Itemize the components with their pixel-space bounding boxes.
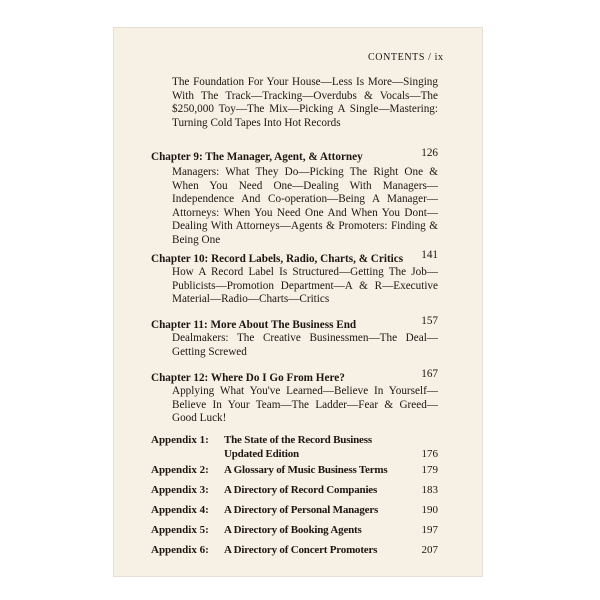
appendix-page: 207 <box>421 544 438 556</box>
appendix-page: 190 <box>421 504 438 516</box>
appendix-title: A Directory of Record Companies <box>224 484 378 496</box>
chapter-10-desc: How A Record Label Is Structured—Getting The Job—Publicists—Promotion Department—A & R—Executive Material—Radio—Charts—Critics <box>172 266 438 306</box>
chapter-9-desc: Managers: What They Do—Picking The Right One & When You Need One—Dealing With Managers—Independence And Co-operation—Being A Manager—Attorneys: When You Need One And When You Dont—Dealing With Attorneys—Agents & Promoters: Finding & Being One <box>172 166 438 246</box>
appendix-page: 197 <box>421 524 438 536</box>
appendix-label: Appendix 3: <box>151 484 209 496</box>
intro-text: The Foundation For Your House—Less Is More—Singing With The Track—Tracking—Overdubs & Vocals—The $250,000 Toy—The Mix—Picking A Single—Mastering: Turning Cold Tapes Into Hot Records <box>172 76 438 129</box>
appendix-row-continued <box>151 448 438 462</box>
running-head: CONTENTS / ix <box>368 52 444 63</box>
appendix-row <box>151 484 438 498</box>
appendix-page: 179 <box>421 464 438 476</box>
appendix-title: The State of the Record Business <box>224 434 372 446</box>
appendix-page: 183 <box>421 484 438 496</box>
chapter-9-heading <box>151 147 438 161</box>
appendix-title: A Glossary of Music Business Terms <box>224 464 388 476</box>
chapter-page: 126 <box>421 147 438 159</box>
appendix-row <box>151 464 438 478</box>
chapter-12-heading <box>151 368 438 382</box>
appendix-row <box>151 504 438 518</box>
appendix-label: Appendix 5: <box>151 524 209 536</box>
appendix-row <box>151 434 438 448</box>
chapter-title: Chapter 11: More About The Business End <box>151 319 357 331</box>
chapter-page: 141 <box>421 249 438 261</box>
appendix-title: A Directory of Booking Agents <box>224 524 362 536</box>
appendix-label: Appendix 4: <box>151 504 209 516</box>
appendix-list <box>151 434 438 564</box>
chapter-10-heading <box>151 249 438 263</box>
chapter-title: Chapter 10: Record Labels, Radio, Charts, & Critics <box>151 253 404 265</box>
appendix-label: Appendix 2: <box>151 464 209 476</box>
appendix-label: Appendix 1: <box>151 434 209 446</box>
appendix-row <box>151 524 438 538</box>
chapter-title: Chapter 9: The Manager, Agent, & Attorney <box>151 151 363 163</box>
chapter-12-desc: Applying What You've Learned—Believe In Yourself—Believe In Your Team—The Ladder—Fear & Greed—Good Luck! <box>172 385 438 425</box>
chapter-page: 167 <box>421 368 438 380</box>
appendix-title-line2: Updated Edition <box>224 448 299 460</box>
appendix-page: 176 <box>421 448 438 460</box>
appendix-label: Appendix 6: <box>151 544 209 556</box>
appendix-title: A Directory of Concert Promoters <box>224 544 378 556</box>
appendix-title: A Directory of Personal Managers <box>224 504 379 516</box>
appendix-row <box>151 544 438 558</box>
chapter-title: Chapter 12: Where Do I Go From Here? <box>151 372 345 384</box>
chapter-11-heading <box>151 315 438 329</box>
chapter-page: 157 <box>421 315 438 327</box>
chapter-11-desc: Dealmakers: The Creative Businessmen—The Deal—Getting Screwed <box>172 332 438 358</box>
